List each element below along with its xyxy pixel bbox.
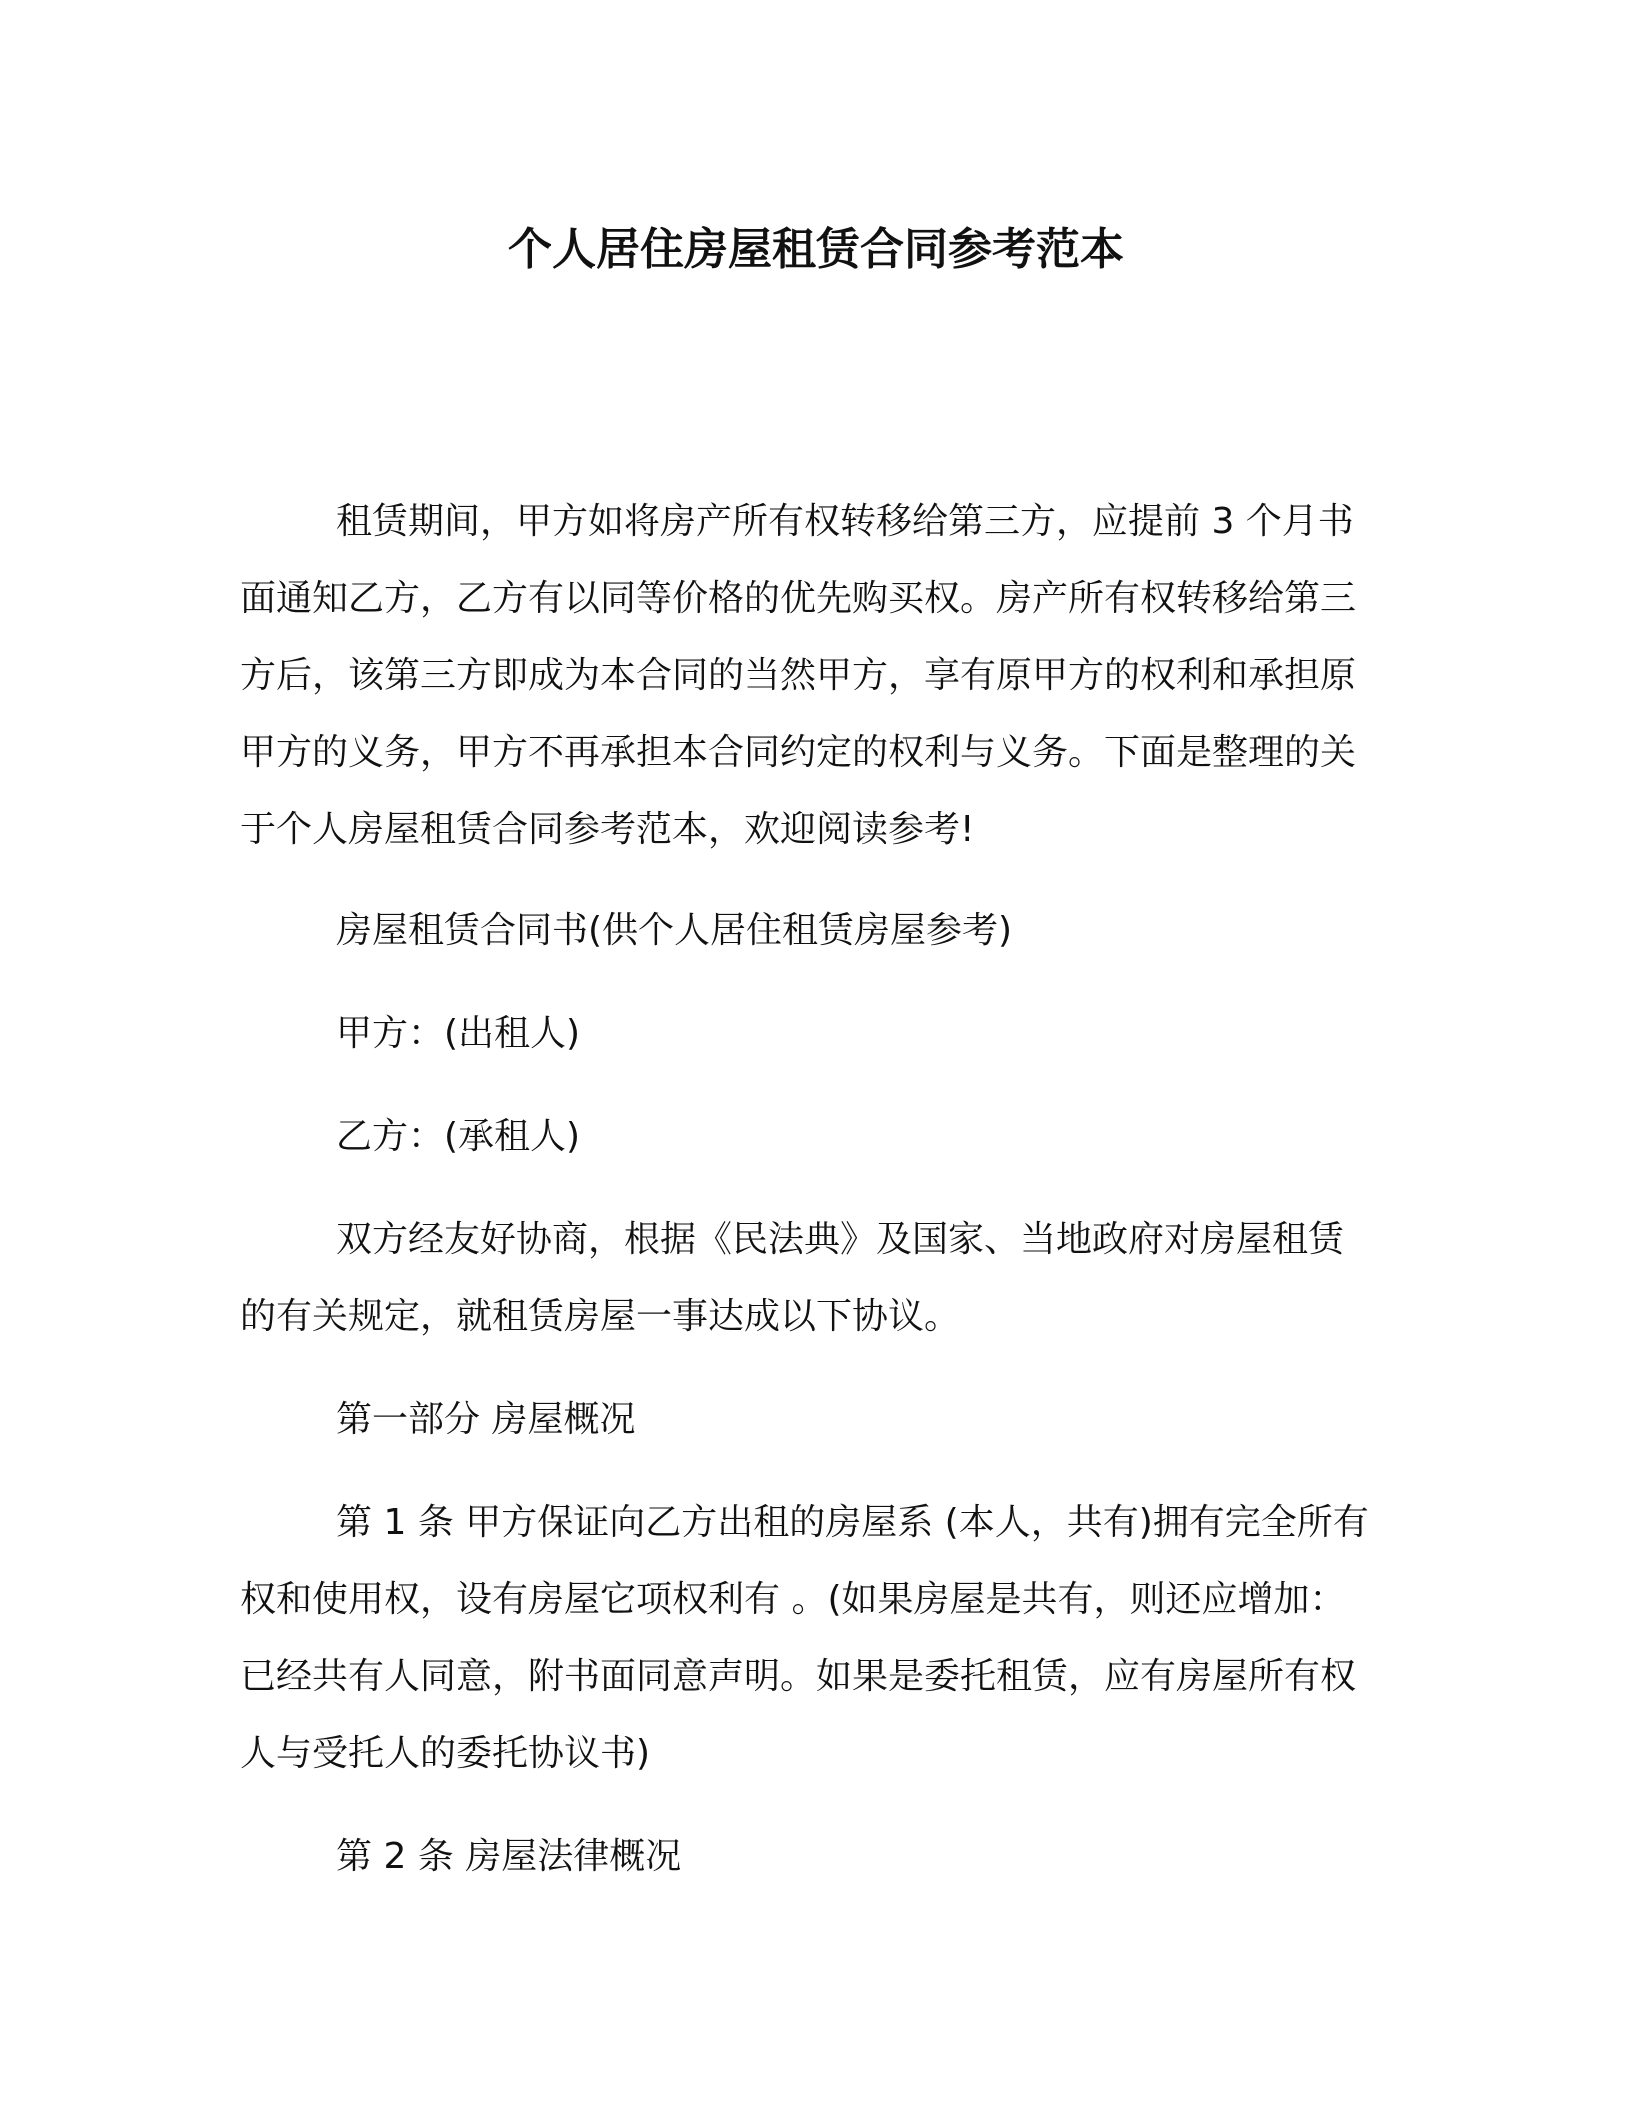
section-heading-part-one: 第一部分 房屋概况 xyxy=(336,1399,636,1440)
paragraph-party-b: 乙方：(承租人) xyxy=(336,1116,581,1157)
paragraph-party-a: 甲方：(出租人) xyxy=(336,1013,581,1054)
paragraph-article-2: 第 2 条 房屋法律概况 xyxy=(336,1836,682,1877)
document-title: 个人居住房屋租赁合同参考范本 xyxy=(508,224,1124,275)
paragraph-agreement: 双方经友好协商，根据《民法典》及国家、当地政府对房屋租赁的有关规定，就租赁房屋一事达成以下协议。 xyxy=(240,1219,1345,1337)
paragraph-contract-heading: 房屋租赁合同书(供个人居住租赁房屋参考) xyxy=(336,910,1013,951)
paragraph-article-1: 第 1 条 甲方保证向乙方出租的房屋系 (本人，共有)拥有完全所有权和使用权，设有房屋它项权利有 。(如果房屋是共有，则还应增加：已经共有人同意，附书面同意声明。如果是委托租赁，应有房屋所有权人与受托人的委托协议书) xyxy=(240,1502,1369,1774)
paragraph-intro: 租赁期间，甲方如将房产所有权转移给第三方，应提前 3 个月书面通知乙方，乙方有以同等价格的优先购买权。房产所有权转移给第三方后，该第三方即成为本合同的当然甲方，享有原甲方的权利和承担原甲方的义务，甲方不再承担本合同约定的权利与义务。下面是整理的关于个人房屋租赁合同参考范本，欢迎阅读参考! xyxy=(240,501,1357,850)
